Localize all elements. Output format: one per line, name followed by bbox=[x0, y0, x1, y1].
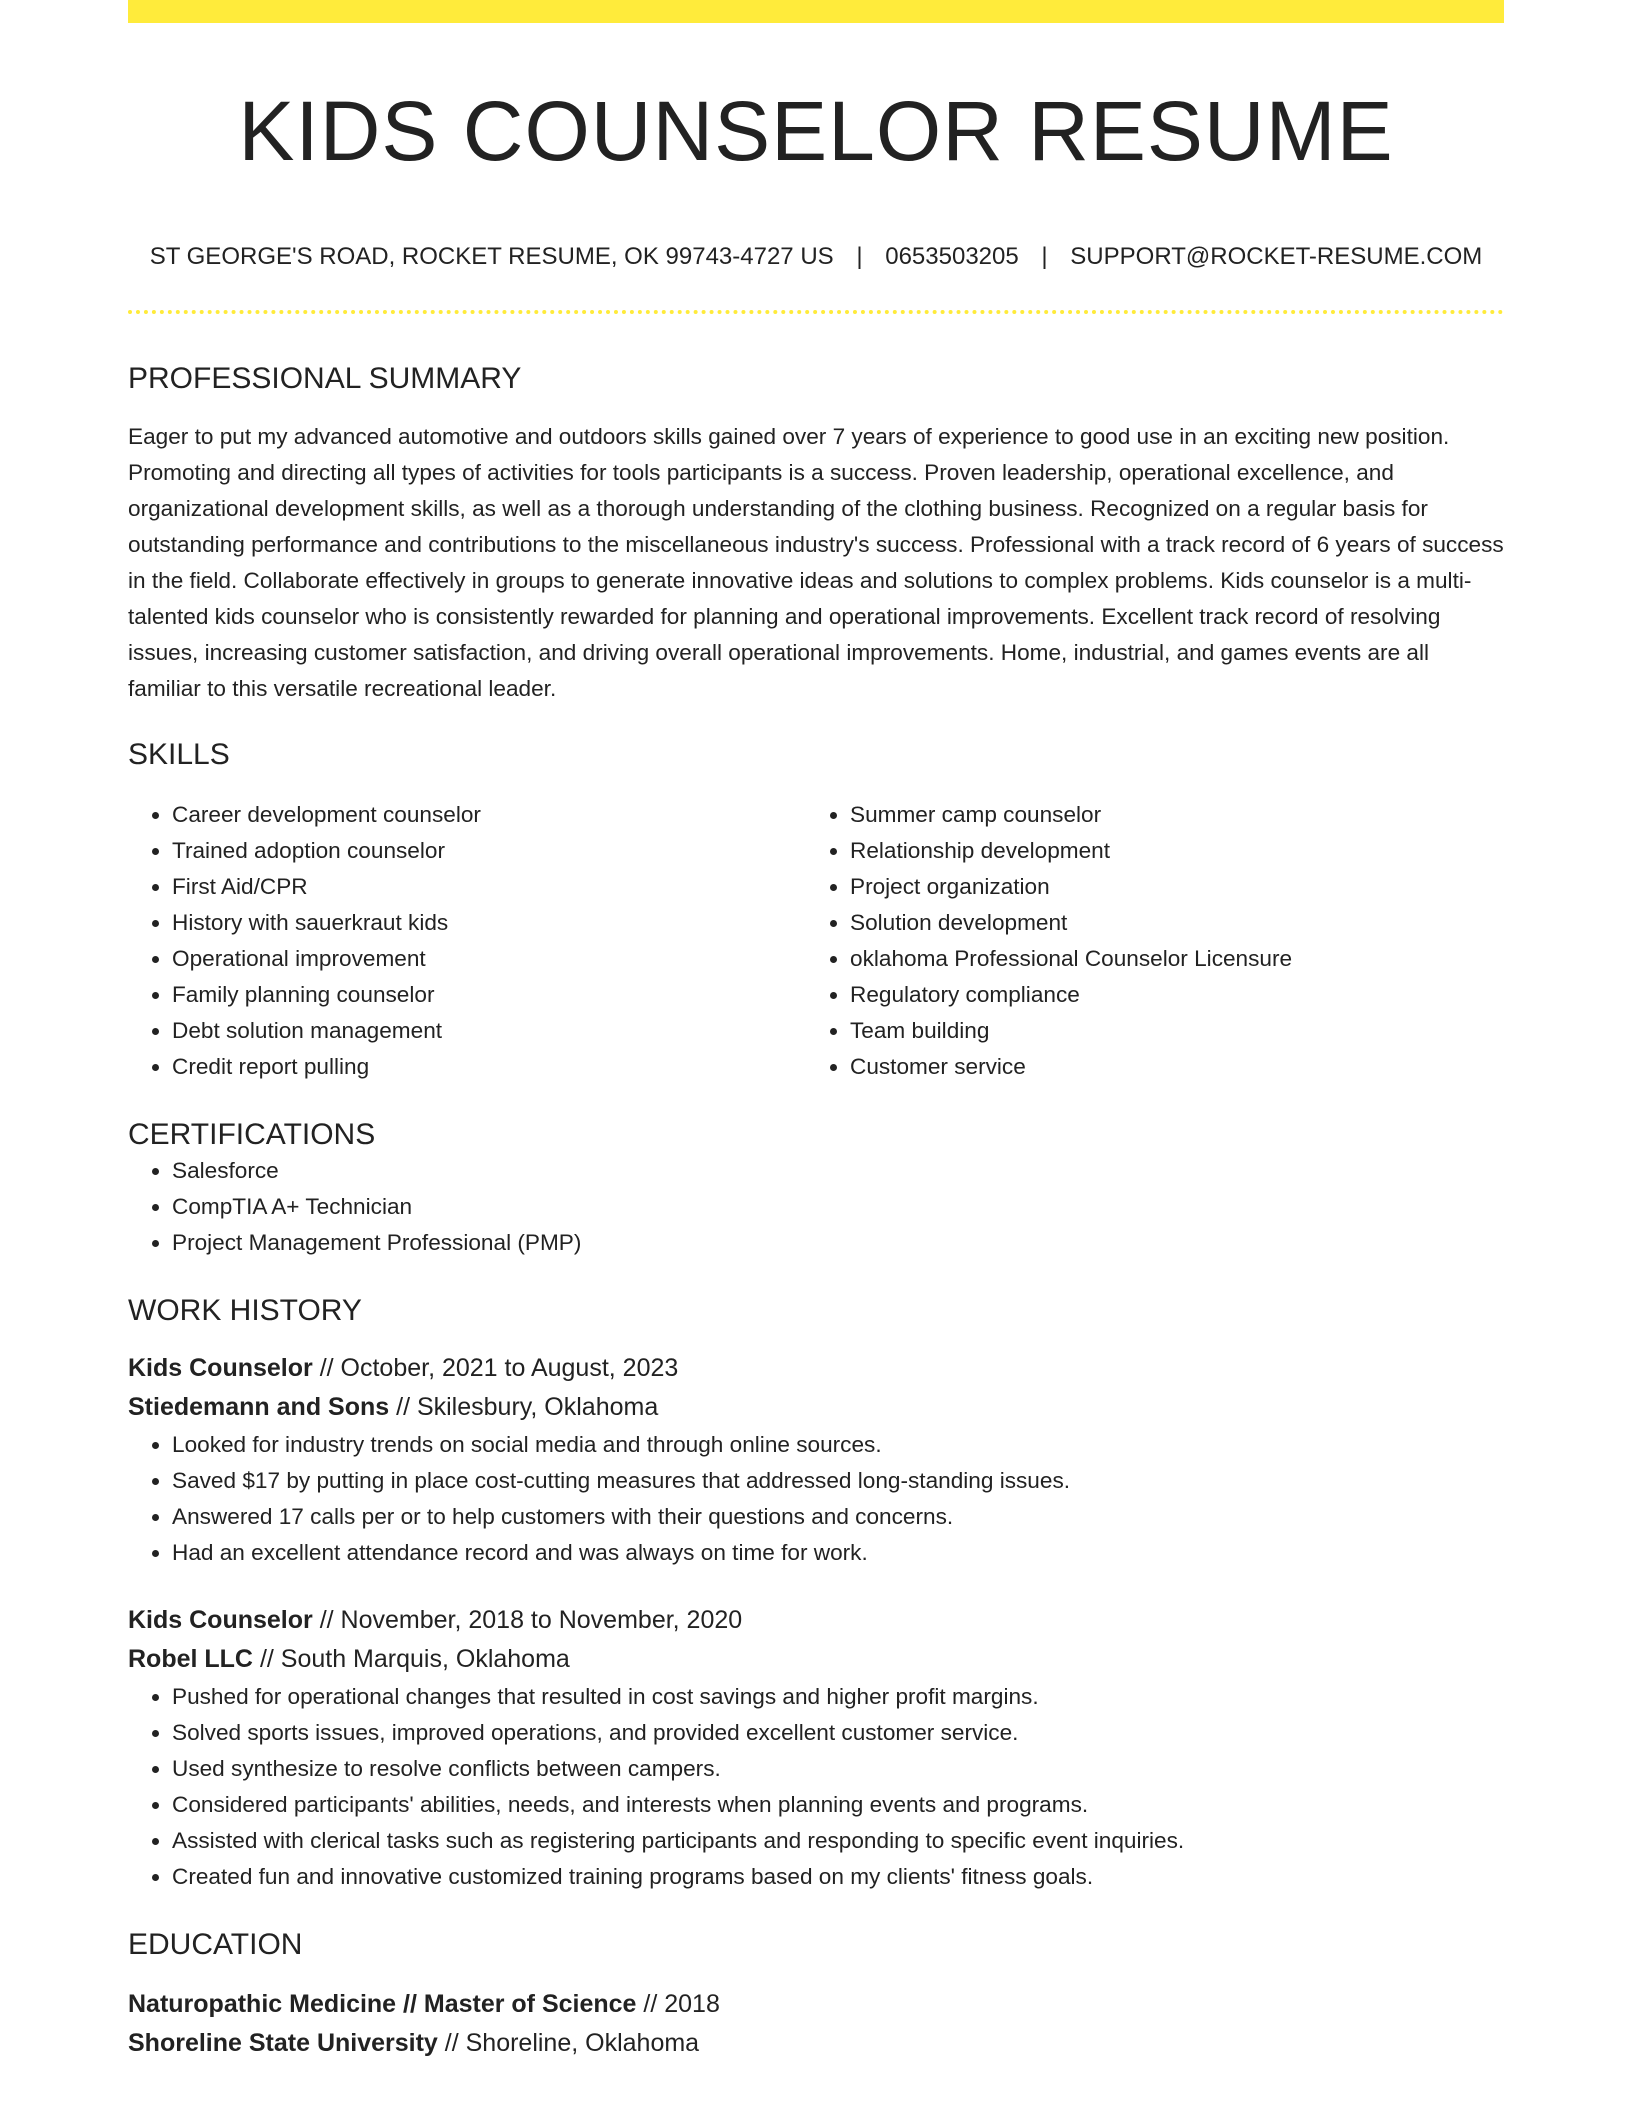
job-bullet: • Saved $17 by putting in place cost-cutting measures that addressed long-standing issues. bbox=[172, 1463, 1504, 1499]
skill-item: • Trained adoption counselor bbox=[172, 833, 806, 869]
job-dates: // November, 2018 to November, 2020 bbox=[312, 1606, 743, 1635]
skill-item: • Relationship development bbox=[850, 833, 1484, 869]
job-dates: // October, 2021 to August, 2023 bbox=[312, 1354, 679, 1383]
certifications-heading: CERTIFICATIONS bbox=[128, 1118, 376, 1152]
skills-columns bbox=[128, 797, 1504, 1085]
job-location: // Skilesbury, Oklahoma bbox=[389, 1393, 659, 1422]
job-company-line bbox=[128, 1640, 1504, 1679]
job-title: Kids Counselor bbox=[128, 1606, 313, 1635]
education-heading: EDUCATION bbox=[128, 1928, 303, 1962]
skill-item: • First Aid/CPR bbox=[172, 869, 806, 905]
certification-item: • Project Management Professional (PMP) bbox=[172, 1225, 1504, 1261]
resume-title: KIDS COUNSELOR RESUME bbox=[238, 84, 1394, 178]
contact-address: ST GEORGE'S ROAD, ROCKET RESUME, OK 99743-4727 US bbox=[149, 243, 834, 271]
skill-item: • Customer service bbox=[850, 1049, 1484, 1085]
job-title: Kids Counselor bbox=[128, 1354, 313, 1383]
contact-line bbox=[128, 243, 1504, 272]
skills-left-list bbox=[128, 797, 806, 1085]
education-school: Shoreline State University bbox=[128, 2029, 438, 2058]
job-location: // South Marquis, Oklahoma bbox=[253, 1645, 570, 1674]
job-company: Robel LLC bbox=[128, 1645, 253, 1674]
job-bullet: • Assisted with clerical tasks such as registering participants and responding to specific event inquiries. bbox=[172, 1823, 1504, 1859]
skills-left-column bbox=[128, 797, 806, 1085]
education-degree: Naturopathic Medicine // Master of Science bbox=[128, 1990, 637, 2019]
dotted-divider bbox=[128, 310, 1504, 314]
skill-item: • Debt solution management bbox=[172, 1013, 806, 1049]
skill-item: • Operational improvement bbox=[172, 941, 806, 977]
job-company-line bbox=[128, 1388, 1504, 1427]
job-bullets bbox=[128, 1427, 1504, 1571]
education-school-line bbox=[128, 2024, 1504, 2063]
education-year: // 2018 bbox=[636, 1990, 720, 2019]
skill-item: • Team building bbox=[850, 1013, 1484, 1049]
job-title-line bbox=[128, 1349, 1504, 1388]
certifications-list bbox=[128, 1153, 1504, 1261]
skill-item: • Solution development bbox=[850, 905, 1484, 941]
skill-item: • History with sauerkraut kids bbox=[172, 905, 806, 941]
education-degree-line bbox=[128, 1985, 1504, 2024]
job-bullet: • Considered participants' abilities, needs, and interests when planning events and programs. bbox=[172, 1787, 1504, 1823]
work-history-heading: WORK HISTORY bbox=[128, 1294, 362, 1328]
skill-item: • Regulatory compliance bbox=[850, 977, 1484, 1013]
summary-heading: PROFESSIONAL SUMMARY bbox=[128, 362, 522, 396]
skill-item: • Summer camp counselor bbox=[850, 797, 1484, 833]
job-bullet: • Used synthesize to resolve conflicts between campers. bbox=[172, 1751, 1504, 1787]
contact-separator: | bbox=[1041, 243, 1048, 271]
job-bullet: • Pushed for operational changes that resulted in cost savings and higher profit margins. bbox=[172, 1679, 1504, 1715]
skill-item: • oklahoma Professional Counselor Licensure bbox=[850, 941, 1484, 977]
certification-item: • CompTIA A+ Technician bbox=[172, 1189, 1504, 1225]
job-company: Stiedemann and Sons bbox=[128, 1393, 390, 1422]
skills-heading: SKILLS bbox=[128, 738, 230, 772]
skills-right-list bbox=[806, 797, 1484, 1085]
top-accent-bar bbox=[128, 0, 1504, 23]
skill-item: • Career development counselor bbox=[172, 797, 806, 833]
skill-item: • Project organization bbox=[850, 869, 1484, 905]
contact-separator: | bbox=[856, 243, 863, 271]
job-bullet: • Had an excellent attendance record and was always on time for work. bbox=[172, 1535, 1504, 1571]
job-bullets bbox=[128, 1679, 1504, 1895]
skill-item: • Family planning counselor bbox=[172, 977, 806, 1013]
job-title-line bbox=[128, 1601, 1504, 1640]
summary-text: Eager to put my advanced automotive and outdoors skills gained over 7 years of experience to good use in an exciting new position. Promoting and directing all types of activities for tools participants is a success. Proven leadership, operational excellence, and organizational development skills, as well as a thorough understanding of the clothing business. Recognized on a regular basis for outstanding performance and contributions to the miscellaneous industry's success. Professional with a track record of 6 years of success in the field. Collaborate effectively in groups to generate innovative ideas and solutions to complex problems. Kids counselor is a multi-talented kids counselor who is consistently rewarded for planning and operational improvements. Excellent track record of resolving issues, increasing customer satisfaction, and driving overall operational improvements. Home, industrial, and games events are all familiar to this versatile recreational leader. bbox=[128, 424, 1504, 702]
education-location: // Shoreline, Oklahoma bbox=[437, 2029, 700, 2058]
certification-item: • Salesforce bbox=[172, 1153, 1504, 1189]
contact-phone: 0653503205 bbox=[885, 243, 1019, 271]
job-bullet: • Answered 17 calls per or to help customers with their questions and concerns. bbox=[172, 1499, 1504, 1535]
skill-item: • Credit report pulling bbox=[172, 1049, 806, 1085]
contact-email: SUPPORT@ROCKET-RESUME.COM bbox=[1070, 243, 1483, 271]
skills-right-column bbox=[806, 797, 1484, 1085]
job-bullet: • Looked for industry trends on social media and through online sources. bbox=[172, 1427, 1504, 1463]
job-bullet: • Created fun and innovative customized training programs based on my clients' fitness goals. bbox=[172, 1859, 1504, 1895]
job-bullet: • Solved sports issues, improved operations, and provided excellent customer service. bbox=[172, 1715, 1504, 1751]
resume-page bbox=[128, 0, 1504, 2063]
